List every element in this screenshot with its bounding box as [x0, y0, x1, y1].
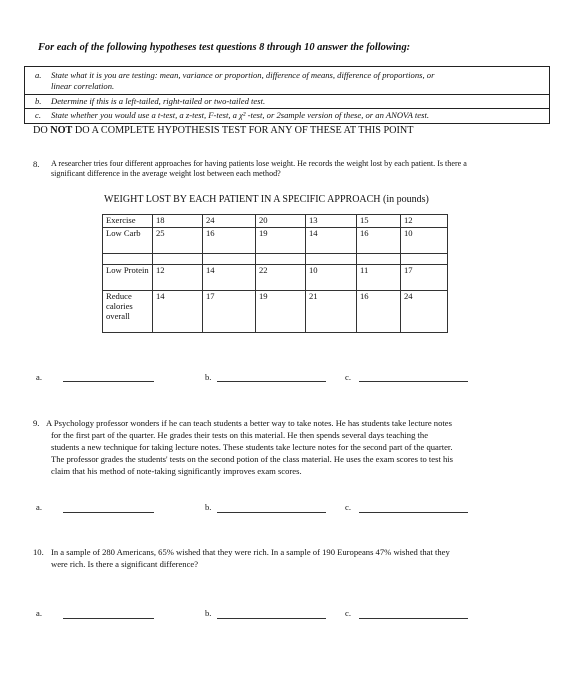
- spacer-cell: [357, 254, 401, 265]
- spacer-cell: [401, 254, 448, 265]
- spacer-cell: [203, 254, 256, 265]
- row-label: Low Carb: [103, 228, 153, 254]
- answer-blank-c[interactable]: [359, 618, 468, 619]
- spacer-cell: [306, 254, 357, 265]
- question-8-text-cont: significant difference in the average weight lost between each method?: [51, 169, 281, 178]
- answer-blank-a[interactable]: [63, 618, 154, 619]
- question-9-text-cont: for the first part of the quarter. He grades their tests on this material. He then spends several days teaching the: [51, 430, 429, 440]
- spacer-cell: [256, 254, 306, 265]
- question-9-text: A Psychology professor wonders if he can teach students a better way to take notes. He has students take lecture notes: [46, 418, 452, 428]
- answer-label-a: a.: [36, 502, 42, 512]
- spacer-cell: [153, 254, 203, 265]
- table-cell: 12: [153, 265, 203, 291]
- instruction-a-text: State what it is you are testing: mean, variance or proportion, difference of means, difference of proportions, or: [51, 70, 435, 80]
- table-cell: 22: [256, 265, 306, 291]
- table-cell: 12: [401, 215, 448, 228]
- table-cell: 11: [357, 265, 401, 291]
- question-8-text: A researcher tries four different approaches for having patients lose weight. He records the weight lost by each patient. Is there a: [51, 159, 467, 168]
- warning-pre: DO: [33, 125, 51, 136]
- instruction-a-text-cont: linear correlation.: [51, 81, 115, 91]
- table-cell: 25: [153, 228, 203, 254]
- table-row: [103, 265, 448, 291]
- answer-label-a: a.: [36, 372, 42, 382]
- answer-label-b: b.: [205, 608, 212, 618]
- warning-emphasis: NOT: [50, 125, 73, 136]
- warning-line: [33, 125, 413, 136]
- table-cell: 10: [401, 228, 448, 254]
- instruction-c-text: State whether you would use a t-test, a z-test, F-test, a χ² -test, or 2sample version of these, or an ANOVA test.: [51, 110, 429, 120]
- table-cell: 14: [203, 265, 256, 291]
- table-row: [103, 215, 448, 228]
- answer-blank-c[interactable]: [359, 381, 468, 382]
- item-marker-a: a.: [35, 70, 42, 80]
- instructions-divider: [24, 108, 550, 109]
- question-8-number: 8.: [33, 159, 40, 169]
- question-9-number: 9.: [33, 418, 40, 428]
- item-marker-c: c.: [35, 110, 41, 120]
- table-cell: 16: [357, 228, 401, 254]
- instructions-divider: [24, 94, 550, 95]
- instructions-header: For each of the following hypotheses test questions 8 through 10 answer the following:: [38, 42, 411, 53]
- table-cell: 14: [306, 228, 357, 254]
- table-cell: 20: [256, 215, 306, 228]
- row-label: Reduce calories overall: [103, 291, 153, 333]
- table-cell: 17: [401, 265, 448, 291]
- table-cell: 21: [306, 291, 357, 333]
- answer-blank-c[interactable]: [359, 512, 468, 513]
- answer-label-c: c.: [345, 372, 351, 382]
- answer-blank-b[interactable]: [217, 512, 326, 513]
- answer-blank-a[interactable]: [63, 381, 154, 382]
- table-cell: 18: [153, 215, 203, 228]
- table-spacer-row: [103, 254, 448, 265]
- table-cell: 13: [306, 215, 357, 228]
- table-cell: 24: [401, 291, 448, 333]
- answer-blank-b[interactable]: [217, 618, 326, 619]
- question-10-text: In a sample of 280 Americans, 65% wished that they were rich. In a sample of 190 Europeans 47% wished that they: [51, 547, 450, 557]
- warning-post: DO A COMPLETE HYPOTHESIS TEST FOR ANY OF THESE AT THIS POINT: [72, 125, 414, 136]
- table-row: [103, 291, 448, 333]
- answer-label-c: c.: [345, 608, 351, 618]
- row-label: Low Protein: [103, 265, 153, 291]
- table-cell: 10: [306, 265, 357, 291]
- table-cell: 19: [256, 291, 306, 333]
- table-row: [103, 228, 448, 254]
- answer-blank-b[interactable]: [217, 381, 326, 382]
- question-10-text-cont: were rich. Is there a significant difference?: [51, 559, 199, 569]
- question-9-text-cont: The professor grades the students' tests on the second potion of the class material. He uses the exam scores to test his: [51, 454, 454, 464]
- table-cell: 17: [203, 291, 256, 333]
- answer-label-c: c.: [345, 502, 351, 512]
- spacer-cell: [103, 254, 153, 265]
- question-9-text-cont: students a new technique for taking lecture notes. These students take lecture notes for the second part of the quarter.: [51, 442, 453, 452]
- answer-label-b: b.: [205, 502, 212, 512]
- item-marker-b: b.: [35, 96, 42, 106]
- table-cell: 15: [357, 215, 401, 228]
- row-label: Exercise: [103, 215, 153, 228]
- table-cell: 14: [153, 291, 203, 333]
- table-title: WEIGHT LOST BY EACH PATIENT IN A SPECIFIC APPROACH (in pounds): [104, 194, 429, 205]
- weight-loss-table: [102, 214, 448, 333]
- answer-label-a: a.: [36, 608, 42, 618]
- table-cell: 16: [357, 291, 401, 333]
- answer-label-b: b.: [205, 372, 212, 382]
- answer-blank-a[interactable]: [63, 512, 154, 513]
- question-9-text-cont: claim that his method of note-taking significantly improves exam scores.: [51, 466, 302, 476]
- table-cell: 19: [256, 228, 306, 254]
- instruction-b-text: Determine if this is a left-tailed, right-tailed or two-tailed test.: [51, 96, 266, 106]
- table-cell: 16: [203, 228, 256, 254]
- question-10-number: 10.: [33, 547, 44, 557]
- table-cell: 24: [203, 215, 256, 228]
